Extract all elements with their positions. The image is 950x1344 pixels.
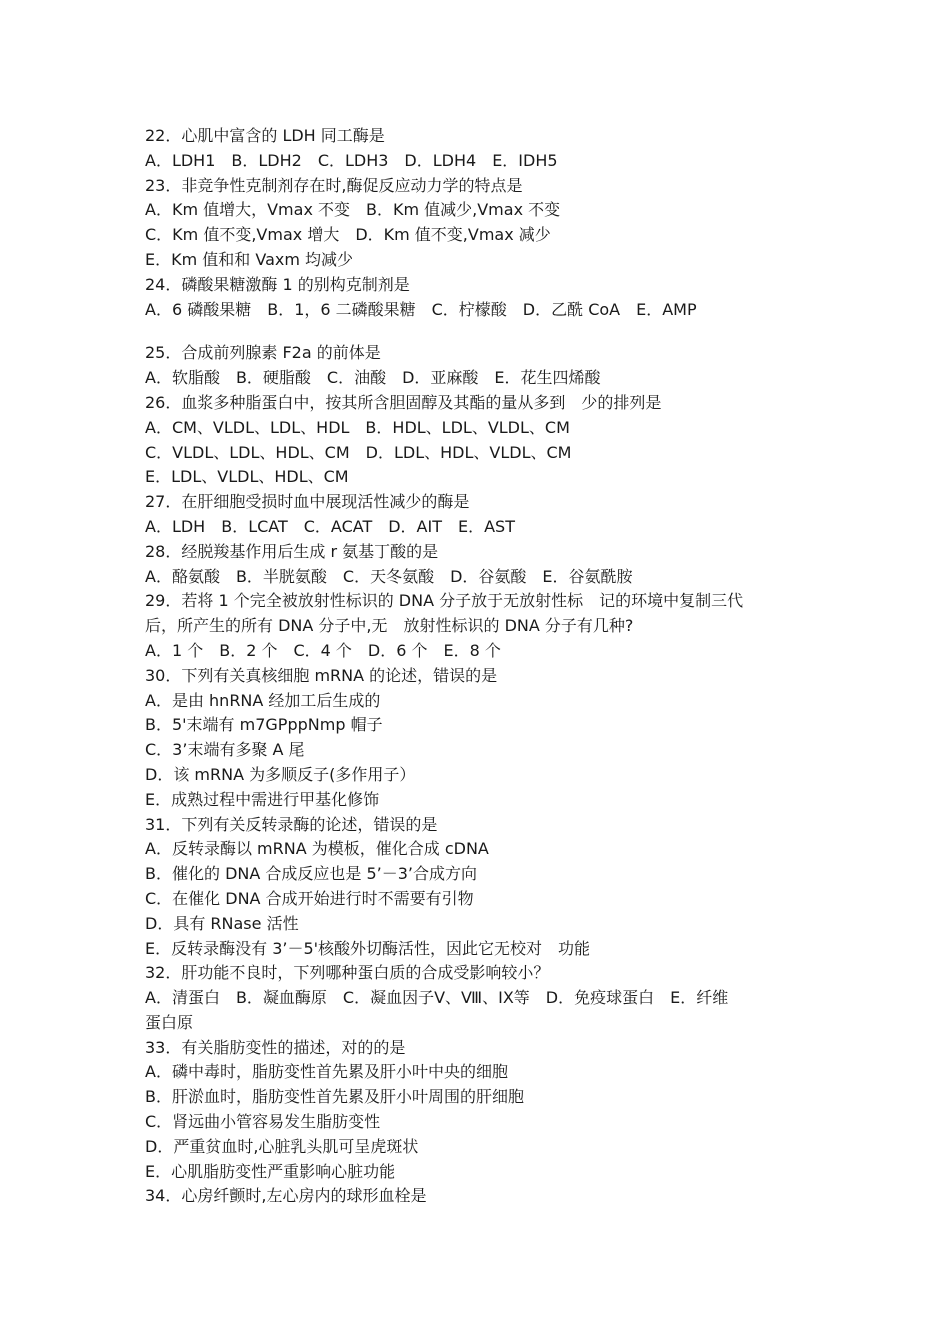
text-line: A．软脂酸 B．硬脂酸 C．油酸 D．亚麻酸 E．花生四烯酸 — [145, 368, 601, 388]
text-line: A．是由 hnRNA 经加工后生成的 — [145, 690, 381, 710]
text-line: 25．合成前列腺素 F2a 的前体是 — [145, 343, 381, 363]
text-line: 29．若将 1 个完全被放射性标识的 DNA 分子放于无放射性标 记的环境中复制三代 — [145, 591, 744, 611]
text-line: A．清蛋白 B．凝血酶原 C．凝血因子Ⅴ、Ⅷ、ⅠⅩ等 D．免疫球蛋白 E．纤维 — [145, 988, 729, 1008]
text-line: D．严重贫血时,心脏乳头肌可呈虎斑状 — [145, 1136, 419, 1156]
blank-line — [145, 322, 815, 341]
text-line: A．反转录酶以 mRNA 为模板，催化合成 cDNA — [145, 839, 489, 859]
text-line: 34．心房纤颤时,左心房内的球形血栓是 — [145, 1186, 427, 1206]
text-line: B．5'末端有 m7GPppNmp 帽子 — [145, 715, 383, 735]
text-line: 33．有关脂肪变性的描述，对的的是 — [145, 1037, 406, 1057]
question-text-block — [145, 124, 815, 1209]
text-line: A．磷中毒时，脂肪变性首先累及肝小叶中央的细胞 — [145, 1062, 508, 1082]
text-line: E．反转录酶没有 3’－5'核酸外切酶活性，因此它无校对 功能 — [145, 938, 591, 958]
text-line: D．具有 RNase 活性 — [145, 913, 299, 933]
text-line: 27．在肝细胞受损时血中展现活性减少的酶是 — [145, 492, 470, 512]
text-line: C．肾远曲小管容易发生脂肪变性 — [145, 1112, 381, 1132]
text-line: 26．血浆多种脂蛋白中，按其所含胆固醇及其酯的量从多到 少的排列是 — [145, 392, 662, 412]
text-line: B．催化的 DNA 合成反应也是 5’－3’合成方向 — [145, 864, 478, 884]
text-line: A．LDH B．LCAT C．ACAT D．AIT E．AST — [145, 516, 515, 536]
text-line: C．Km 值不变,Vmax 增大 D．Km 值不变,Vmax 减少 — [145, 225, 551, 245]
text-line: 30．下列有关真核细胞 mRNA 的论述，错误的是 — [145, 665, 498, 685]
text-line: A．LDH1 B．LDH2 C．LDH3 D．LDH4 E．IDH5 — [145, 150, 558, 170]
text-line: E．Km 值和和 Vaxm 均减少 — [145, 249, 354, 269]
text-line: B．肝淤血时，脂肪变性首先累及肝小叶周围的肝细胞 — [145, 1087, 524, 1107]
text-line: A．1 个 B．2 个 C．4 个 D．6 个 E．8 个 — [145, 640, 501, 660]
text-line: 22．心肌中富含的 LDH 同工酶是 — [145, 126, 385, 145]
text-line: E．LDL、VLDL、HDL、CM — [145, 467, 349, 487]
text-line: D．该 mRNA 为多顺反子(多作用子） — [145, 764, 416, 784]
text-line: A．6 磷酸果糖 B．1，6 二磷酸果糖 C．柠檬酸 D．乙酰 CoA E．AMP — [145, 299, 697, 319]
text-line: 31．下列有关反转录酶的论述，错误的是 — [145, 814, 438, 834]
text-line: 24．磷酸果糖激酶 1 的别构克制剂是 — [145, 274, 410, 294]
text-line: 23．非竞争性克制剂存在时,酶促反应动力学的特点是 — [145, 175, 523, 195]
text-line: 32．肝功能不良时，下列哪种蛋白质的合成受影响较小？ — [145, 963, 550, 983]
text-line: A．酪氨酸 B．半胱氨酸 C．天冬氨酸 D．谷氨酸 E．谷氨酰胺 — [145, 566, 633, 586]
text-line: E．心肌脂肪变性严重影响心脏功能 — [145, 1161, 396, 1181]
text-line: C．VLDL、LDL、HDL、CM D．LDL、HDL、VLDL、CM — [145, 442, 572, 462]
text-line: C．3’末端有多聚 A 尾 — [145, 740, 305, 760]
text-line: 蛋白原 — [145, 1012, 194, 1032]
text-line: E．成熟过程中需进行甲基化修饰 — [145, 789, 380, 809]
text-line: 后，所产生的所有 DNA 分子中,无 放射性标识的 DNA 分子有几种? — [145, 616, 634, 636]
text-line: C．在催化 DNA 合成开始进行时不需要有引物 — [145, 888, 474, 908]
text-line: A．Km 值增大，Vmax 不变 B．Km 值减少,Vmax 不变 — [145, 200, 561, 220]
text-line: A．CM、VLDL、LDL、HDL B．HDL、LDL、VLDL、CM — [145, 417, 570, 437]
text-line: 28．经脱羧基作用后生成 r 氨基丁酸的是 — [145, 541, 439, 561]
